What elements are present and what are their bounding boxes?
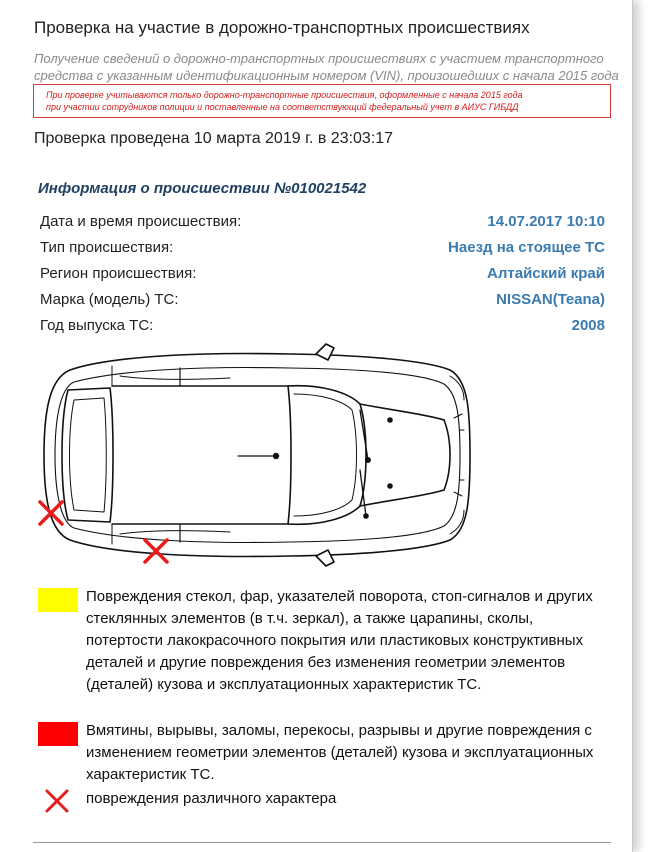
legend-yellow <box>38 586 608 716</box>
info-label: Марка (модель) ТС: <box>40 291 179 308</box>
legend-yellow-text: Повреждения стекол, фар, указателей поворота, стоп-сигналов и других стеклянных элементов (в т.ч. зеркал), а также царапины, сколы, потертости лакокрасочного покрытия или пластиковых конструктивных деталей и другие повреждения без изменения геометрии элементов (деталей) кузова и эксплуатационных характеристик ТС. <box>86 588 593 693</box>
info-row-datetime <box>40 213 605 235</box>
info-row-type <box>40 239 605 261</box>
car-body-outline <box>44 344 470 566</box>
car-damage-diagram <box>30 340 480 570</box>
cross-legend-icon <box>44 788 70 814</box>
info-label: Регион происшествия: <box>40 265 197 282</box>
warning-line-2: при участии сотрудников полиции и поставленные на соответствующий федеральный учет в АИУС ГИБДД <box>46 102 519 112</box>
warning-line-1: При проверке учитываются только дорожно-транспортные происшествия, оформленные с начала 2015 года <box>46 90 523 100</box>
info-label: Тип происшествия: <box>40 239 174 256</box>
info-row-model <box>40 291 605 313</box>
accident-title: Информация о происшествии №010021542 <box>38 180 367 197</box>
legend-red-text: Вмятины, вырывы, заломы, перекосы, разрывы и другие повреждения с изменением геометрии элементов (деталей) кузова и эксплуатационных характеристик ТС. <box>86 722 594 783</box>
warning-box <box>33 84 611 118</box>
legend-cross-text: повреждения различного характера <box>86 790 337 807</box>
info-row-year <box>40 317 605 339</box>
check-timestamp: Проверка проведена 10 марта 2019 г. в 23:03:17 <box>34 130 394 147</box>
info-label: Год выпуска ТС: <box>40 317 154 334</box>
red-swatch <box>38 722 78 746</box>
info-value: 2008 <box>571 317 605 334</box>
page-subtitle: Получение сведений о дорожно-транспортных происшествиях с участием транспортного средства с указанным идентификационным номером (VIN), произошедших с начала 2015 года <box>34 51 619 83</box>
legend-cross <box>38 788 608 816</box>
page-title: Проверка на участие в дорожно-транспортных происшествиях <box>34 18 530 37</box>
info-value: Алтайский край <box>487 265 605 282</box>
info-value: Наезд на стоящее ТС <box>448 239 605 256</box>
divider <box>33 842 611 843</box>
legend-red <box>38 720 608 786</box>
info-value: NISSAN(Teana) <box>496 291 605 308</box>
info-value: 14.07.2017 10:10 <box>487 213 605 230</box>
info-label: Дата и время происшествия: <box>40 213 242 230</box>
info-row-region <box>40 265 605 287</box>
yellow-swatch <box>38 588 78 612</box>
damage-cross-icon <box>145 540 167 562</box>
damage-cross-icon <box>40 502 62 524</box>
